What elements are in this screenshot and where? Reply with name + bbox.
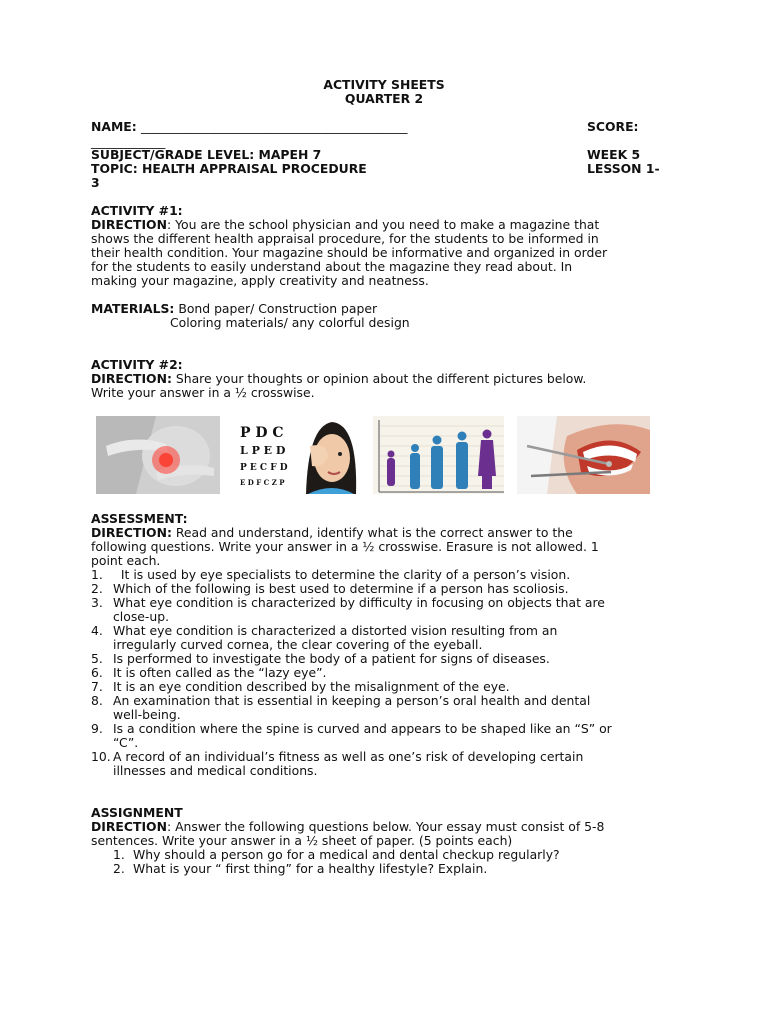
eye-chart-row: L P E D — [240, 444, 286, 457]
name-blank: ___________________________________________ — [141, 119, 408, 134]
materials-label: MATERIALS: — [91, 301, 175, 316]
activity-1-heading: ACTIVITY #1: — [91, 203, 183, 218]
breast-exam-picture — [96, 416, 220, 494]
eye-chart-letters — [240, 424, 288, 490]
question-text: An examination that is essential in keeping a person’s oral health and dental — [113, 693, 591, 708]
question-text: What is your “ first thing” for a healthy lifestyle? Explain. — [133, 861, 488, 876]
question-text: Why should a person go for a medical and dental checkup regularly? — [133, 847, 560, 862]
direction-label: DIRECTION: — [91, 525, 172, 540]
direction-text: Read and understand, identify what is the correct answer to the — [171, 525, 573, 540]
lesson-label-cont: 3 — [91, 175, 100, 190]
activity-1-direction — [91, 218, 599, 232]
assessment-heading: ASSESSMENT: — [91, 511, 188, 526]
eye-chart-row: E D F C Z P — [240, 478, 285, 487]
question-number: 6. — [91, 665, 103, 680]
question-item — [91, 694, 590, 708]
dental-exam-picture — [517, 416, 650, 494]
assessment-direction — [91, 526, 573, 540]
direction-label: DIRECTION — [91, 217, 167, 232]
question-number: 1. — [113, 847, 125, 862]
question-item — [91, 722, 612, 736]
question-text: What eye condition is characterized by difficulty in focusing on objects that are — [113, 595, 605, 610]
question-text-cont: close-up. — [113, 609, 170, 624]
activity-2-direction — [91, 372, 586, 386]
activity-2-direction-line: Write your answer in a ½ crosswise. — [91, 385, 315, 400]
question-text: A record of an individual’s fitness as well as one’s risk of developing certain — [113, 749, 584, 764]
sheet-quarter: QUARTER 2 — [344, 91, 424, 106]
activity-1-direction-line: for the students to easily understand about the magazine they read about. In — [91, 259, 573, 274]
eye-chart-row: P D C — [240, 425, 284, 441]
question-text-cont: irregularly curved cornea, the clear covering of the eyeball. — [113, 637, 483, 652]
question-number: 2. — [113, 861, 125, 876]
materials — [91, 302, 377, 316]
direction-label: DIRECTION — [91, 819, 167, 834]
question-item — [91, 568, 570, 582]
question-number: 4. — [91, 623, 103, 638]
question-item — [91, 596, 605, 610]
direction-text: Share your thoughts or opinion about the different pictures below. — [171, 371, 587, 386]
question-text: It is an eye condition described by the misalignment of the eye. — [113, 679, 510, 694]
materials-item: Coloring materials/ any colorful design — [170, 315, 410, 330]
topic: TOPIC: HEALTH APPRAISAL PROCEDURE — [91, 161, 367, 176]
question-number: 3. — [91, 595, 103, 610]
question-number: 7. — [91, 679, 103, 694]
assessment-direction-line: point each. — [91, 553, 161, 568]
question-item — [91, 680, 510, 694]
question-item — [91, 666, 326, 680]
question-number: 8. — [91, 693, 103, 708]
question-text: Is a condition where the spine is curved and appears to be shaped like an “S” or — [113, 721, 612, 736]
question-number: 5. — [91, 651, 103, 666]
activity-2-heading: ACTIVITY #2: — [91, 357, 183, 372]
question-number: 1. — [91, 567, 103, 582]
question-item — [91, 652, 550, 666]
activity-1-direction-line: making your magazine, apply creativity and neatness. — [91, 273, 429, 288]
assignment-question — [113, 848, 560, 862]
question-text: Which of the following is best used to determine if a person has scoliosis. — [113, 581, 569, 596]
direction-label: DIRECTION: — [91, 371, 172, 386]
question-number: 9. — [91, 721, 103, 736]
question-item — [91, 750, 583, 764]
assignment-direction — [91, 820, 604, 834]
assignment-heading: ASSIGNMENT — [91, 805, 183, 820]
question-text: It is used by eye specialists to determine the clarity of a person’s vision. — [113, 567, 571, 582]
direction-text: : You are the school physician and you need to make a magazine that — [166, 217, 600, 232]
eye-chart-picture — [234, 416, 361, 494]
assignment-direction-line: sentences. Write your answer in a ½ sheet of paper. (5 points each) — [91, 833, 513, 848]
score-blank: ____________ — [91, 134, 166, 149]
eye-chart-row: P E C F D — [240, 463, 288, 473]
question-text: It is often called as the “lazy eye”. — [113, 665, 327, 680]
assessment-direction-line: following questions. Write your answer in a ½ crosswise. Erasure is not allowed. 1 — [91, 539, 599, 554]
question-text: What eye condition is characterized a distorted vision resulting from an — [113, 623, 558, 638]
subject-grade: SUBJECT/GRADE LEVEL: MAPEH 7 — [91, 147, 322, 162]
activity-1-direction-line: shows the different health appraisal procedure, for the students to be informed in — [91, 231, 599, 246]
score-label: SCORE: — [587, 119, 639, 134]
question-number: 2. — [91, 581, 103, 596]
question-text-cont: illnesses and medical conditions. — [113, 763, 318, 778]
assignment-question — [113, 862, 487, 876]
question-text-cont: “C”. — [113, 735, 139, 750]
question-text-cont: well-being. — [113, 707, 181, 722]
growth-chart-picture — [373, 416, 504, 494]
question-item — [91, 624, 557, 638]
direction-text: : Answer the following questions below. Your essay must consist of 5-8 — [166, 819, 605, 834]
lesson-label: LESSON 1- — [587, 161, 660, 176]
sheet-title: ACTIVITY SHEETS — [323, 77, 445, 92]
materials-item: Bond paper/ Construction paper — [174, 301, 378, 316]
name-label: NAME: — [91, 119, 137, 134]
activity-1-direction-line: their health condition. Your magazine should be informative and organized in order — [91, 245, 608, 260]
week-label: WEEK 5 — [587, 147, 641, 162]
question-number: 10. — [91, 749, 111, 764]
question-text: Is performed to investigate the body of a patient for signs of diseases. — [113, 651, 550, 666]
name-field — [91, 120, 407, 134]
question-item — [91, 582, 569, 596]
